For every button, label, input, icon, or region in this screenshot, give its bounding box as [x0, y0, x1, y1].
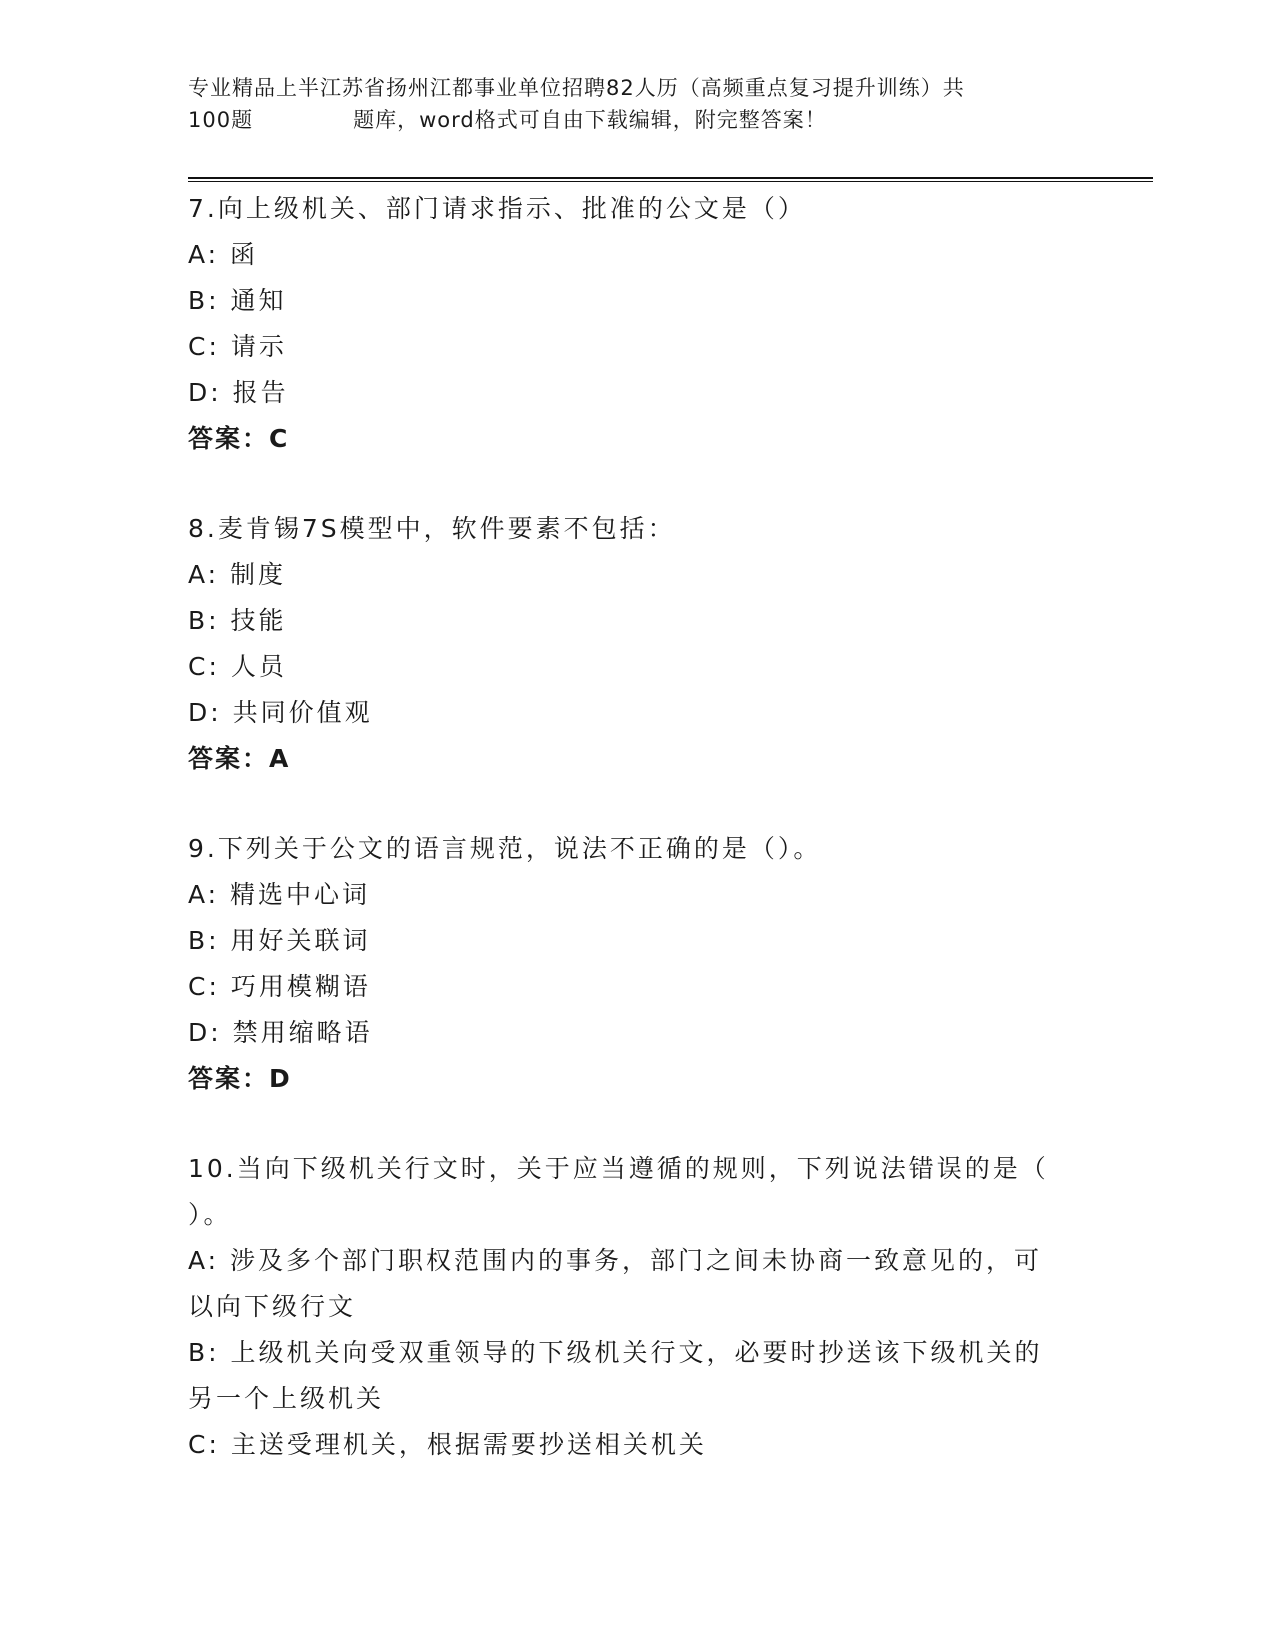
option-a	[188, 872, 1078, 918]
option-a	[188, 232, 1078, 278]
option-label: B:	[188, 1338, 220, 1367]
option-label: A:	[188, 1246, 220, 1275]
question-stem-line-1: 10.当向下级机关行文时，关于应当遵循的规则，下列说法错误的是（	[188, 1154, 1049, 1183]
option-label: C:	[188, 972, 220, 1001]
option-label: A:	[188, 240, 220, 269]
question-stem: 8.麦肯锡7S模型中，软件要素不包括：	[188, 514, 676, 543]
option-text-line-1: 上级机关向受双重领导的下级机关行文，必要时抄送该下级机关的	[230, 1338, 1043, 1367]
option-label: B:	[188, 606, 220, 635]
option-text: 用好关联词	[230, 926, 371, 955]
option-label: D:	[188, 1018, 222, 1047]
option-text: 人员	[230, 652, 287, 681]
header-divider-thick	[188, 177, 1153, 179]
option-b-continued: 另一个上级机关	[188, 1384, 385, 1413]
option-text: 技能	[230, 606, 287, 635]
option-a	[188, 552, 1078, 598]
option-c	[188, 1422, 1078, 1468]
option-text: 请示	[230, 332, 287, 361]
option-b	[188, 278, 1078, 324]
header-line-2	[188, 104, 1088, 136]
answer-line: 答案：A	[188, 744, 291, 773]
option-text: 共同价值观	[232, 698, 373, 727]
option-b	[188, 1330, 1078, 1376]
option-label: C:	[188, 1430, 220, 1459]
option-text: 巧用模糊语	[230, 972, 371, 1001]
option-label: B:	[188, 286, 220, 315]
option-b	[188, 598, 1078, 644]
option-a-continued: 以向下级行文	[188, 1292, 357, 1321]
option-text-line-1: 涉及多个部门职权范围内的事务，部门之间未协商一致意见的，可	[230, 1246, 1043, 1275]
document-header	[188, 72, 1088, 136]
answer-line: 答案：D	[188, 1064, 292, 1093]
option-c	[188, 644, 1078, 690]
option-text: 报告	[232, 378, 289, 407]
option-d	[188, 370, 1078, 416]
option-text: 函	[230, 240, 259, 269]
question-stem: 7.向上级机关、部门请求指示、批准的公文是（）	[188, 194, 806, 223]
option-text: 禁用缩略语	[232, 1018, 373, 1047]
option-c	[188, 324, 1078, 370]
option-label: D:	[188, 378, 222, 407]
option-text: 主送受理机关，根据需要抄送相关机关	[230, 1430, 707, 1459]
option-b	[188, 918, 1078, 964]
option-label: B:	[188, 926, 220, 955]
option-label: C:	[188, 652, 220, 681]
header-count: 100题	[188, 108, 254, 132]
header-divider-thin	[188, 181, 1153, 182]
option-label: A:	[188, 560, 220, 589]
header-description: 题库，word格式可自由下载编辑，附完整答案！	[353, 108, 827, 132]
header-line-1: 专业精品上半江苏省扬州江都事业单位招聘82人历（高频重点复习提升训练）共	[188, 76, 965, 100]
option-c	[188, 964, 1078, 1010]
option-label: C:	[188, 332, 220, 361]
option-label: D:	[188, 698, 222, 727]
question-stem-line-2: ）。	[188, 1200, 232, 1229]
option-d	[188, 690, 1078, 736]
option-a	[188, 1238, 1078, 1284]
question-10	[188, 1146, 1078, 1468]
option-text: 精选中心词	[230, 880, 371, 909]
option-label: A:	[188, 880, 220, 909]
option-text: 通知	[230, 286, 287, 315]
question-8	[188, 506, 1078, 782]
question-7	[188, 186, 1078, 462]
answer-line: 答案：C	[188, 424, 290, 453]
option-d	[188, 1010, 1078, 1056]
question-9	[188, 826, 1078, 1102]
option-text: 制度	[230, 560, 287, 589]
question-stem: 9.下列关于公文的语言规范，说法不正确的是（）。	[188, 834, 822, 863]
